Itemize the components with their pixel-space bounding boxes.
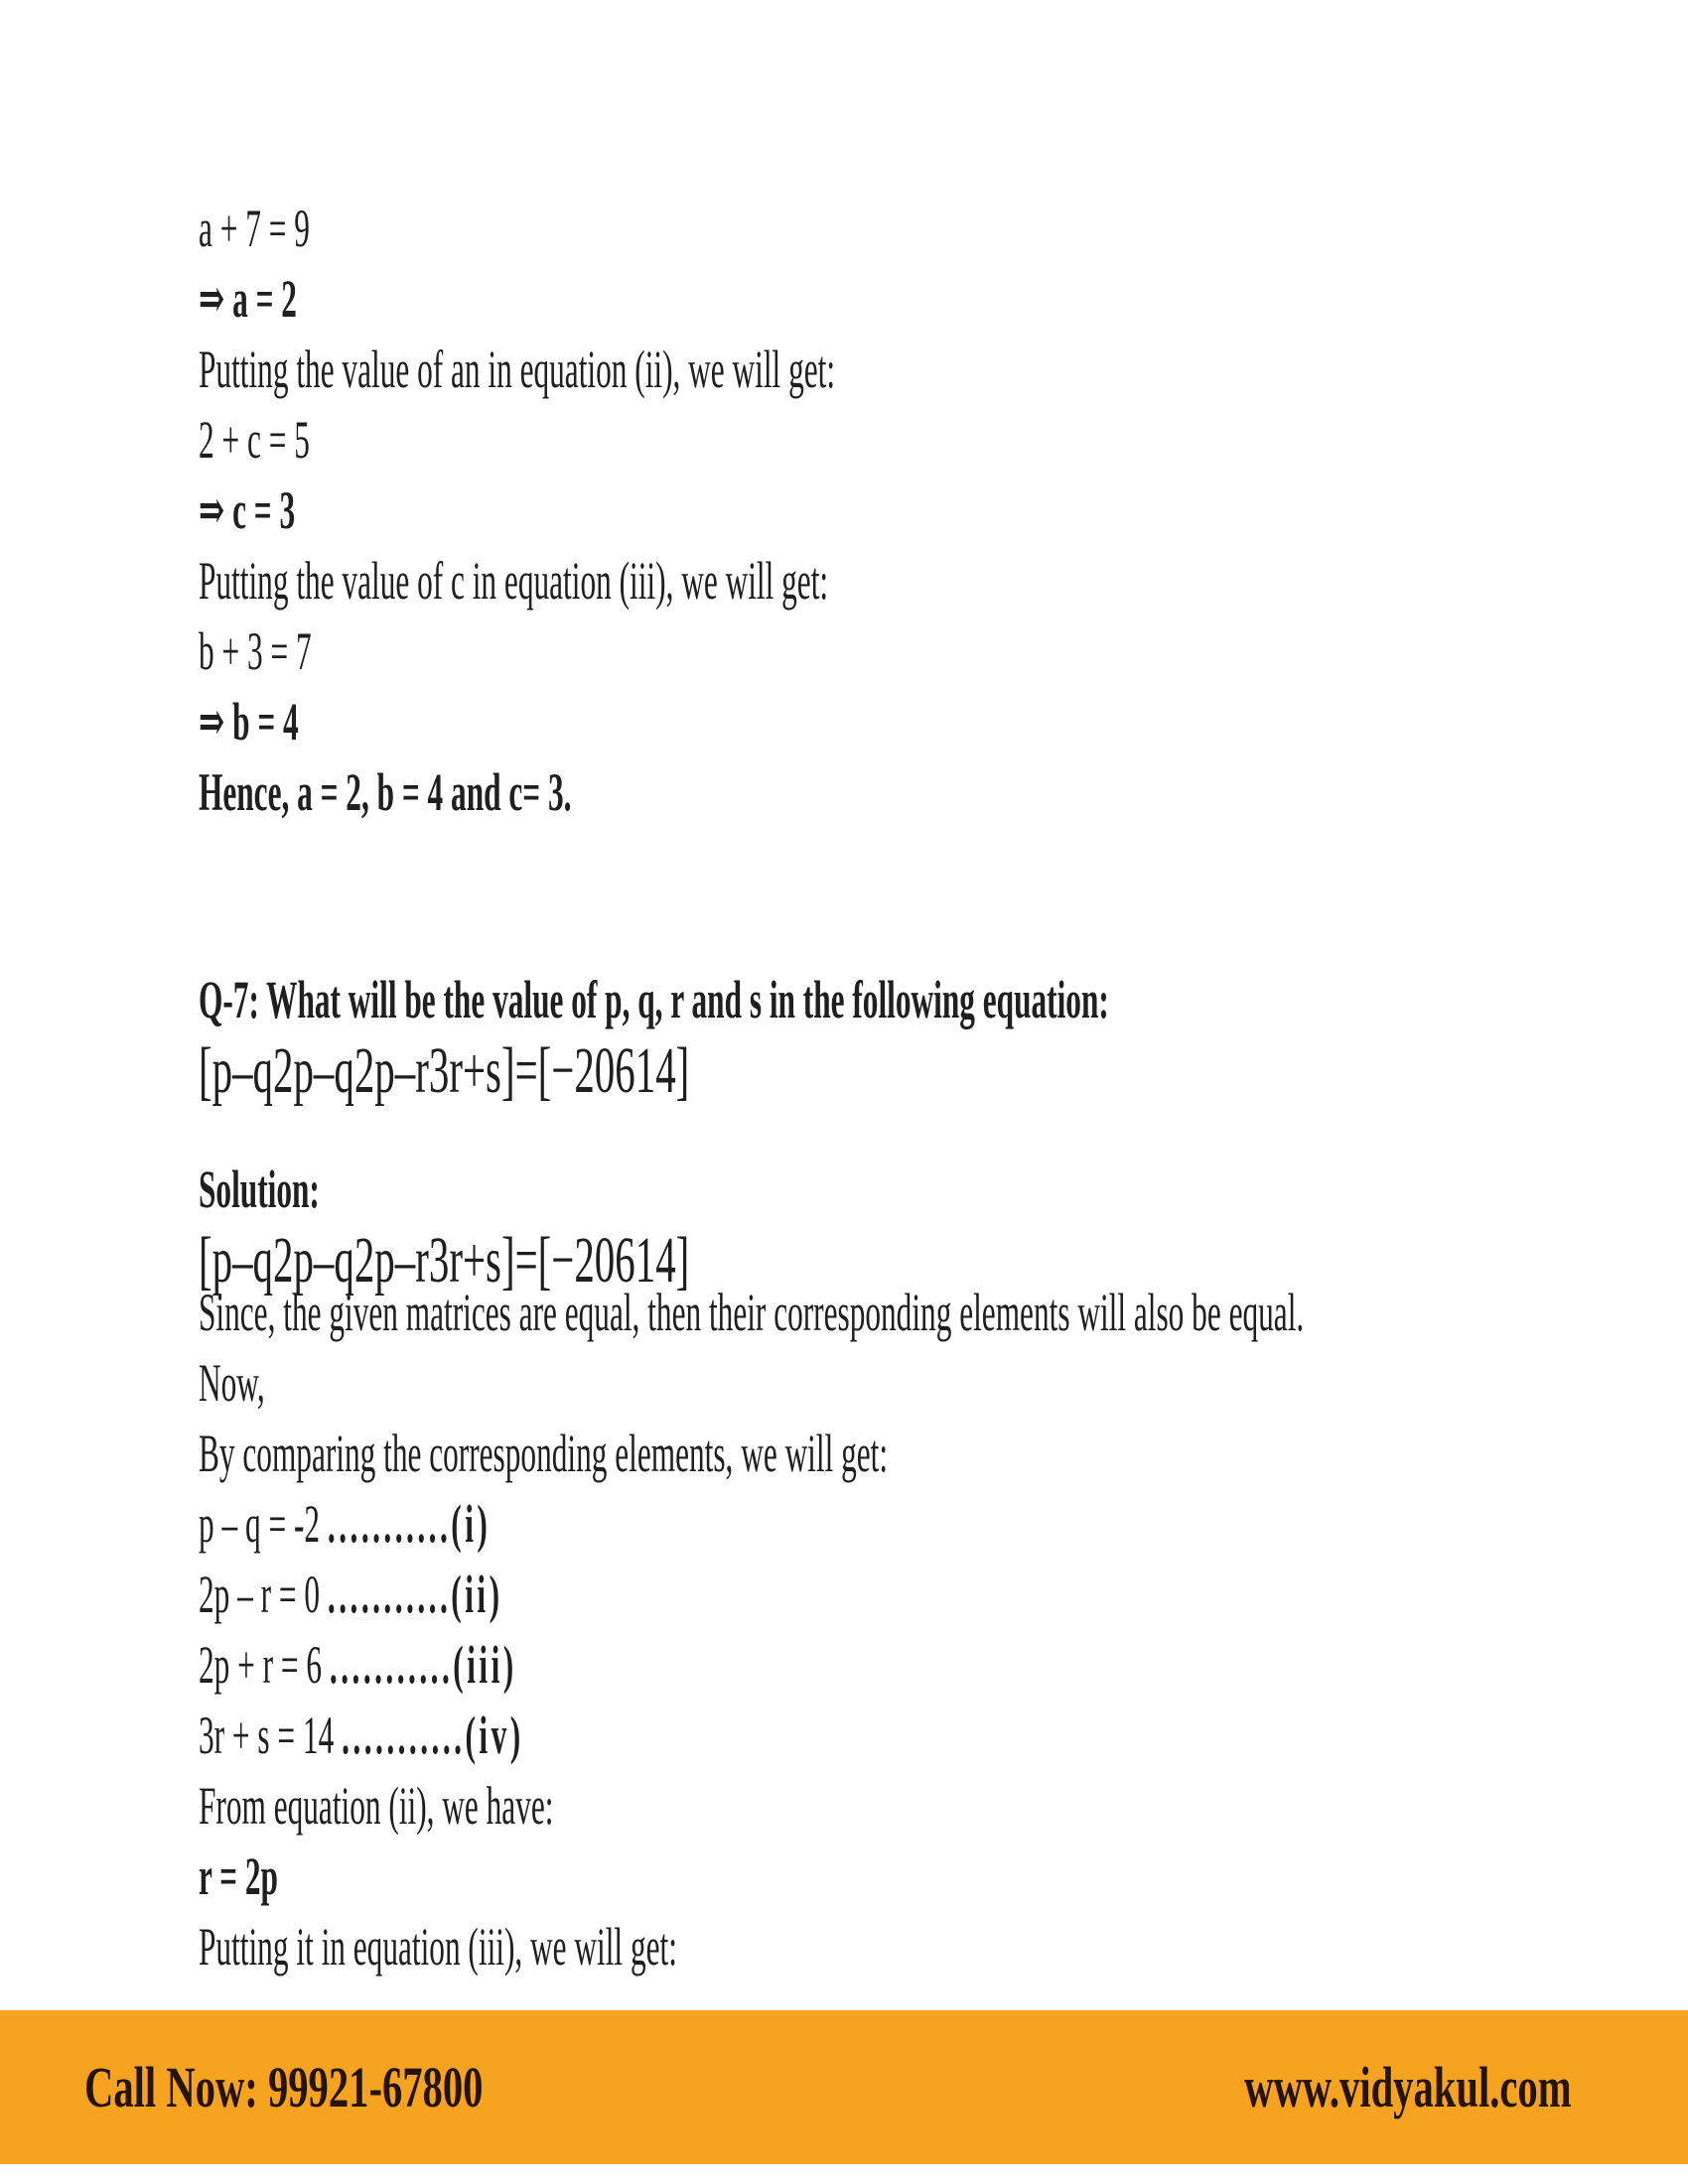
text-line: 2 + c = 5 <box>199 410 310 470</box>
text-line <box>199 1489 1040 1560</box>
equation-text: p – q = -2 <box>199 1494 328 1554</box>
text-line: From equation (ii), we have: <box>199 1776 554 1836</box>
equation-ref-label: ...........(iii) <box>329 1635 517 1695</box>
text-line: ⇒ c = 3 <box>199 480 296 540</box>
text-line: a + 7 = 9 <box>199 199 310 258</box>
text-line: Putting it in equation (iii), we will get: <box>199 1917 677 1977</box>
text-line: Putting the value of c in equation (iii), we will get: <box>199 551 829 611</box>
footer-bar <box>0 2010 1688 2164</box>
text-line: Since, the given matrices are equal, then their corresponding elements will also be equal. <box>199 1283 1305 1342</box>
text-line: Now, <box>199 1353 265 1413</box>
equation-text: 3r + s = 14 <box>199 1706 343 1765</box>
text-line <box>199 1560 1040 1630</box>
text-line: b + 3 = 7 <box>199 621 312 681</box>
text-line: Solution: <box>199 1160 320 1219</box>
equation-ref-label: ...........(ii) <box>327 1565 503 1624</box>
document-body <box>199 194 1648 1982</box>
equation-line: [p–q2p–q2p–r3r+s]=[−20614] <box>199 1034 690 1107</box>
equation-ref-label: ...........(i) <box>327 1494 492 1554</box>
equation-ref-label: ...........(iv) <box>342 1706 524 1765</box>
text-line: r = 2p <box>199 1846 278 1906</box>
equation-line: [p–q2p–q2p–r3r+s]=[−20614] <box>199 1224 690 1297</box>
text-line: ⇒ b = 4 <box>199 692 299 751</box>
equation-text: 2p – r = 0 <box>199 1565 328 1624</box>
equation-text: 2p + r = 6 <box>199 1635 330 1695</box>
text-line <box>199 1630 1040 1701</box>
text-line: By comparing the corresponding elements, we will get: <box>199 1424 889 1483</box>
text-line: Q-7: What will be the value of p, q, r and s in the following equation: <box>199 970 1109 1029</box>
website-label: www.vidyakul.com <box>1244 2055 1572 2119</box>
text-line <box>199 1701 1040 1771</box>
text-line: Hence, a = 2, b = 4 and c= 3. <box>199 762 572 822</box>
call-now-label: Call Now: 99921-67800 <box>84 2055 484 2119</box>
text-line: ⇒ a = 2 <box>199 269 297 329</box>
text-line: Putting the value of an in equation (ii), we will get: <box>199 340 836 399</box>
